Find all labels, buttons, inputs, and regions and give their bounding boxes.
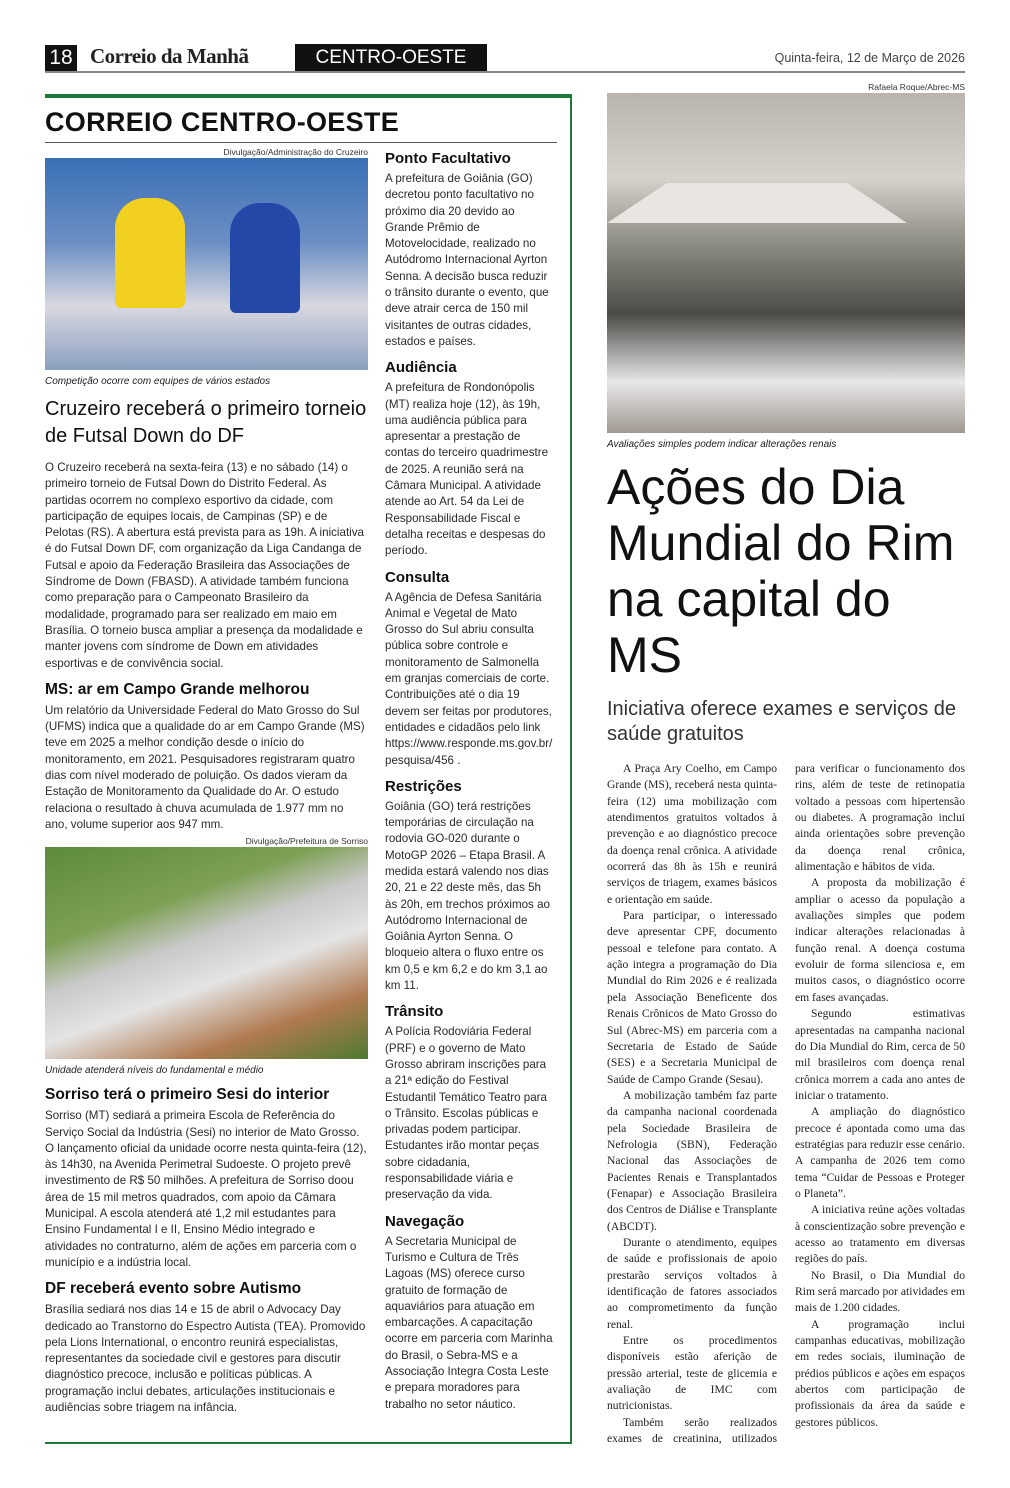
- article-body: Um relatório da Universidade Federal do Mato Grosso do Sul (UFMS) indica que a qualidade do ar em Campo Grande (MS) teve em 2025 a melhor condição desde o início do monitoramento, em 2021. Pesquisadores registraram quatro dias com nível moderado de poluição. Os dados vieram da Estação de Monitoramento da Qualidade do Ar. O estudo relaciona o resultado à chuva acumulada de 1.977 mm no ano, volume superior aos 947 mm.: [45, 703, 365, 831]
- tent-canopy: [607, 183, 907, 223]
- brief-item: [385, 358, 555, 559]
- article-paragraph: Para participar, o interessado deve apresentar CPF, documento pessoal e telefone para contato. A ação integra a programação do Dia Mundial do Rim 2026 e é realizada pela Associação Beneficente dos Renais Crônicos de Mato Grosso do Sul (Abrec-MS) em parceria com a Secretaria de Estado de Saúde (SES) e a Secretaria Municipal de Saúde de Campo Grande (Sesau).: [607, 909, 777, 1086]
- article-paragraph: Durante o atendimento, equipes de saúde e profissionais de apoio prestarão serviços voltados à identificação de fatores associados ao comprometimento da função renal.: [607, 1235, 777, 1331]
- section-title: CORREIO CENTRO-OESTE: [45, 107, 400, 137]
- article-paragraph: A programação inclui campanhas educativas, mobilização em redes sociais, iluminação de prédios públicos e ações em espaços abertos com participação de profissionais da área da saúde e gestores públicos.: [795, 1317, 965, 1429]
- photo-caption: Unidade atenderá níveis do fundamental e médio: [45, 1065, 264, 1077]
- photo-credit: Rafaela Roque/Abrec-MS: [868, 82, 965, 92]
- brief-title: Audiência: [385, 359, 457, 377]
- brief-body: A Polícia Rodoviária Federal (PRF) e o governo de Mato Grosso abriram inscrições para a 21ª edição do Festival Estudantil Temático Teatro para o Trânsito. Escolas públicas e privadas podem participar. Estudantes irão montar peças sobre cidadania, responsabilidade viária e preservação da vida.: [385, 1025, 547, 1202]
- article-body: Brasília sediará nos dias 14 e 15 de abril o Advocacy Day dedicado ao Transtorno do Espectro Autista (TEA). Promovido pela Lions International, o encontro reunirá especialistas, representantes da sociedade civil e gestores para discutir diagnóstico precoce, inclusão e políticas públicas. A programação inclui debates, articulações institucionais e audiências sobre triagem na infância.: [45, 1303, 366, 1414]
- article-paragraph: A iniciativa reúne ações voltadas à conscientização sobre prevenção e acesso ao tratamento em diversas regiões do país.: [795, 1203, 965, 1266]
- brief-item: [385, 1002, 555, 1203]
- photo-credit: Divulgação/Administração do Cruzeiro: [223, 147, 368, 157]
- main-article-body: [607, 761, 965, 1447]
- issue-date: Quinta-feira, 12 de Março de 2026: [774, 51, 965, 65]
- brief-title: Consulta: [385, 568, 450, 586]
- player-blue: [230, 203, 300, 313]
- divider: [45, 142, 557, 143]
- article-body: O Cruzeiro receberá na sexta-feira (13) e no sábado (14) o primeiro torneio de Futsal Down do Distrito Federal. As partidas ocorrem no complexo esportivo da cidade, com participação de equipes locais, de Campinas (SP) e de Pelotas (RS). A abertura está prevista para as 19h. A iniciativa é do Futsal Down DF, com organização da Liga Candanga de Futsal e apoio da Federação Brasileira das Associações de Síndrome de Down (FBASD). A atividade também funciona como preparação para o Campeonato Brasileiro da modalidade, programado para ser realizado em maio em Brasília. O torneio busca ampliar a presença da modalidade e manter jovens com síndrome de Down em atividades esportivas e de convivência social.: [45, 461, 365, 670]
- brief-title: Ponto Facultativo: [385, 150, 511, 167]
- newspaper-logo: Correio da Manhã: [90, 44, 249, 68]
- brief-item: [385, 149, 555, 350]
- article-paragraph: A Praça Ary Coelho, em Campo Grande (MS), receberá nesta quinta-feira (12) uma mobilização com atendimentos gratuitos voltados à prevenção e ao diagnóstico precoce da doença renal crônica. A atividade ocorrerá das 8h às 15h e reunirá serviços de triagem, exames básicos e orientação em saúde.: [607, 762, 777, 906]
- article-headline: MS: ar em Campo Grande melhorou: [45, 680, 310, 698]
- article-paragraph: No Brasil, o Dia Mundial do Rim será marcado por atividades em mais de 1.200 cidades.: [795, 1268, 965, 1315]
- school-aerial-photo: [45, 847, 368, 1059]
- right-column: [607, 82, 965, 1447]
- article-paragraph: Segundo estimativas apresentadas na campanha nacional do Dia Mundial do Rim, cerca de 50 mil brasileiros com doença renal crônica morrem a cada ano antes de iniciar o tratamento.: [795, 1007, 965, 1102]
- futsal-photo: [45, 158, 368, 370]
- article-paragraph: A mobilização também faz parte da campanha nacional coordenada pela Sociedade Brasileira de Nefrologia (SBN), Federação Nacional das Associações de Pacientes Renais e Transplantados (Fenapar) e Associação Brasileira dos Centros de Diálise e Transplante (ABCDT).: [607, 1088, 777, 1233]
- brief-item: [385, 1212, 555, 1413]
- brief-title: Navegação: [385, 1212, 465, 1230]
- article-headline: Sorriso terá o primeiro Sesi do interior: [45, 1086, 330, 1104]
- left-column: [45, 147, 368, 1421]
- brief-item: [385, 568, 555, 769]
- section-label: CENTRO-OESTE: [295, 44, 487, 71]
- article-paragraph: Também serão realizados exames de creatinina, utilizados para verificar o funcionamento dos rins, além de teste de retinopatia voltado a pessoas com hipertensão ou diabetes. A programação inclui ainda orientações sobre prevenção da doença renal crônica, alimentação e hábitos de vida.: [607, 762, 965, 1446]
- photo-caption: Avaliações simples podem indicar alterações renais: [607, 439, 837, 450]
- brief-body: A Secretaria Municipal de Turismo e Cultura de Três Lagoas (MS) oferece curso gratuito de formação de aquaviários para atuação em embarcações. A capacitação ocorre em parceria com Marinha do Brasil, o Sebra-MS e a Associação Integra Costa Leste e prepara moradores para trabalho no setor náutico.: [385, 1234, 553, 1411]
- header-rule: [45, 71, 965, 73]
- photo-caption: Competição ocorre com equipes de vários estados: [45, 376, 271, 387]
- article-body: Sorriso (MT) sediará a primeira Escola de Referência do Serviço Social da Indústria (Sesi) no interior de Mato Grosso. O lançamento oficial da unidade ocorre nesta quinta-feira (12), às 14h30, na Avenida Perimetral Sudoeste. O projeto prevê investimento de R$ 50 milhões. A prefeitura de Sorriso doou área de 15 mil metros quadrados, com apoio da Câmara Municipal. A escola atenderá até 1,2 mil estudantes para Ensino Fundamental I e II, Ensino Médio integrado e atividades no contraturno, além de ações em parceria com o município e a indústria local.: [45, 1109, 367, 1269]
- article-headline: DF receberá evento sobre Autismo: [45, 1280, 302, 1298]
- section-frame: [45, 94, 572, 1444]
- subheadline: Iniciativa oferece exames e serviços de saúde gratuitos: [607, 698, 957, 745]
- brief-body: Goiânia (GO) terá restrições temporárias de circulação na rodovia GO-020 durante o MotoGP 2026 – Etapa Brasil. A medida estará valendo nos dias 20, 21 e 22 deste mês, das 5h às 20h, em trechos próximos ao Autódromo Internacional de Goiânia Ayrton Senna. O bloqueio altera o fluxo entre os km 0,5 e km 6,2 e do km 3,1 ao km 11.: [385, 799, 550, 993]
- article-headline: Cruzeiro receberá o primeiro torneio de Futsal Down do DF: [45, 398, 367, 447]
- brief-title: Restrições: [385, 777, 462, 795]
- brief-body: A prefeitura de Rondonópolis (MT) realiza hoje (12), às 19h, uma audiência pública para apresentar a prestação de contas do terceiro quadrimestre de 2025. A reunião será na Câmara Municipal. A atividade atende ao Art. 54 da Lei de Responsabilidade Fiscal e detalha receitas e despesas do período.: [385, 381, 549, 558]
- photo-credit: Divulgação/Prefeitura de Sorriso: [245, 836, 368, 847]
- brief-body: A prefeitura de Goiânia (GO) decretou ponto facultativo no próximo dia 20 devido ao Grande Prêmio de Motovelocidade, realizado no Autódromo Internacional Ayrton Senna. A decisão busca reduzir o trânsito durante o evento, que deve atrair cerca de 150 mil visitantes de outras cidades, estados e países.: [385, 172, 549, 348]
- brief-item: [385, 777, 555, 995]
- brief-body: A Agência de Defesa Sanitária Animal e Vegetal de Mato Grosso do Sul abriu consulta pública sobre controle e monitoramento de Salmonella em granjas comerciais de corte. Contribuições até o dia 19 devem ser feitas por produtores, entidades e cidadãos pelo link https://www.responde.ms.gov.br/pesquisa/456 .: [385, 590, 553, 767]
- article-paragraph: A proposta da mobilização é ampliar o acesso da população a avaliações simples que podem indicar alterações relacionadas à função renal. A doença costuma evoluir de forma silenciosa e, em muitos casos, o diagnóstico ocorre em fases avançadas.: [795, 876, 965, 1004]
- article-paragraph: Entre os procedimentos disponíveis estão aferição de pressão arterial, teste de glicemia e avaliação de IMC com nutricionistas.: [607, 1334, 777, 1413]
- player-yellow: [115, 198, 185, 308]
- brief-title: Trânsito: [385, 1003, 444, 1021]
- health-event-photo: [607, 93, 965, 433]
- news-briefs: [385, 147, 555, 1421]
- page-number: 18: [45, 45, 77, 71]
- main-headline: Ações do Dia Mundial do Rim na capital do MS: [607, 459, 955, 683]
- article-paragraph: A ampliação do diagnóstico precoce é apontada como uma das estratégias para reduzir esse cenário. A campanha de 2026 tem como tema “Cuidar de Pessoas e Proteger o Planeta”.: [795, 1105, 965, 1200]
